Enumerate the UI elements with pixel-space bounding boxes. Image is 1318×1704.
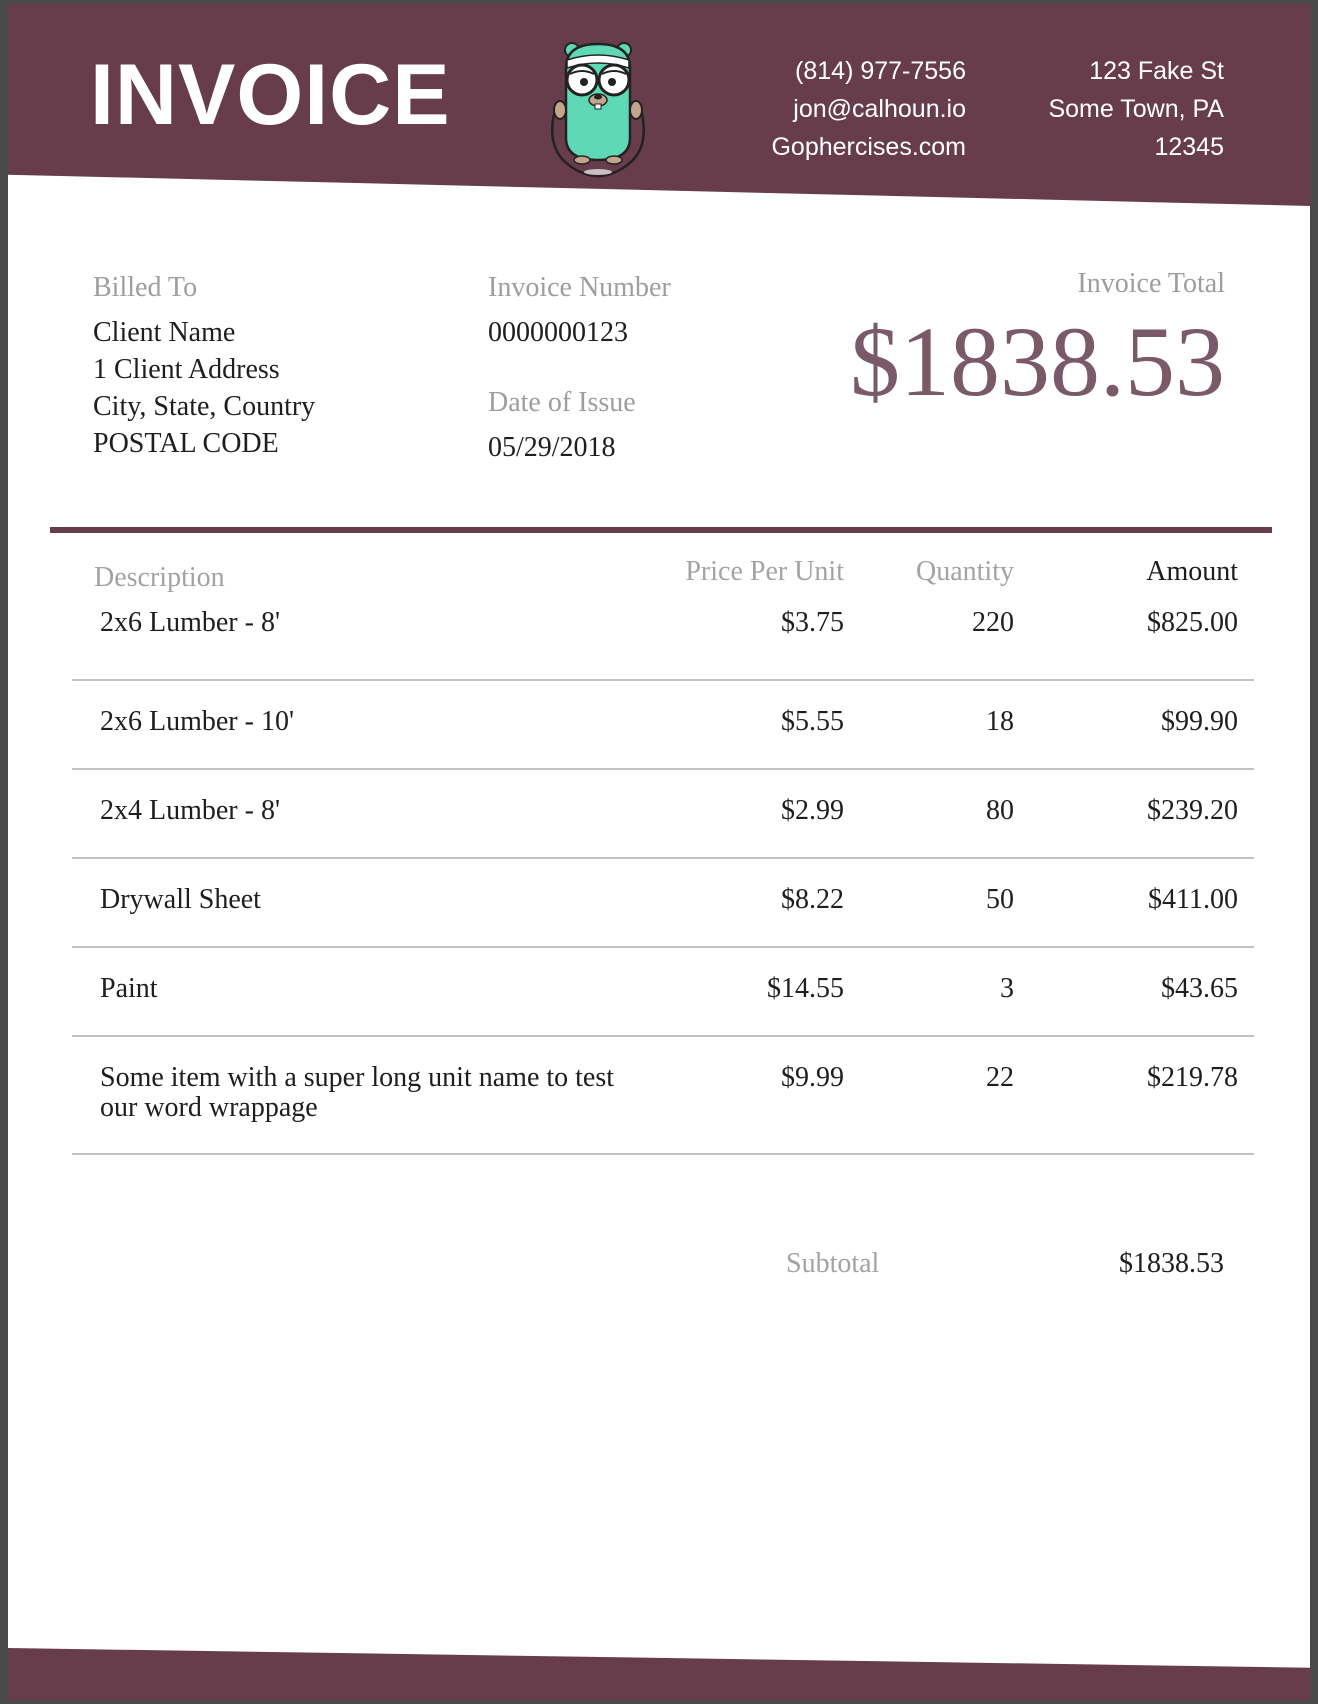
invoice-total-label: Invoice Total (1077, 268, 1225, 299)
phone-number: (814) 977-7556 (795, 57, 966, 85)
website-link[interactable]: Gophercises.com (771, 133, 966, 161)
row-amount: $411.00 (1148, 884, 1238, 915)
row-amount: $99.90 (1161, 706, 1238, 737)
row-quantity: 22 (986, 1062, 1014, 1093)
header-price-per-unit: Price Per Unit (685, 556, 844, 587)
client-address: 1 Client Address (93, 354, 280, 385)
invoice-total-amount: $1838.53 (850, 306, 1225, 417)
row-price: $2.99 (781, 795, 844, 826)
footer-band (8, 1648, 1310, 1700)
gopher-jump-rope-icon (536, 38, 660, 178)
table-row (72, 770, 1254, 859)
header-description: Description (94, 562, 225, 593)
client-postal-code: POSTAL CODE (93, 428, 279, 459)
header-quantity: Quantity (916, 556, 1014, 587)
table-row (72, 681, 1254, 770)
row-description: Drywall Sheet (100, 884, 261, 915)
table-row (72, 859, 1254, 948)
row-quantity: 80 (986, 795, 1014, 826)
date-of-issue: 05/29/2018 (488, 432, 616, 463)
section-divider (50, 527, 1272, 533)
row-price: $5.55 (781, 706, 844, 737)
subtotal-label: Subtotal (786, 1248, 880, 1279)
table-row (72, 948, 1254, 1037)
invoice-info-section (488, 274, 671, 466)
client-city: City, State, Country (93, 391, 316, 422)
email-link[interactable]: jon@calhoun.io (793, 95, 966, 123)
client-name: Client Name (93, 317, 236, 348)
subtotal-value: $1838.53 (1119, 1248, 1224, 1279)
table-row (72, 1037, 1254, 1155)
table-row (72, 608, 1254, 681)
row-quantity: 18 (986, 706, 1014, 737)
sender-address (1048, 52, 1224, 166)
row-amount: $43.65 (1161, 973, 1238, 1004)
row-price: $8.22 (781, 884, 844, 915)
address-city: Some Town, PA (1048, 95, 1224, 123)
table-header (72, 556, 1254, 608)
row-quantity: 220 (972, 607, 1014, 638)
date-of-issue-label: Date of Issue (488, 387, 636, 418)
row-description: 2x6 Lumber - 8' (100, 607, 281, 638)
row-quantity: 3 (1000, 973, 1014, 1004)
billed-to-section (93, 274, 315, 462)
row-description: Paint (100, 973, 158, 1004)
row-price: $9.99 (781, 1062, 844, 1093)
header-amount: Amount (1146, 556, 1238, 587)
invoice-title: INVOICE (90, 47, 451, 143)
row-price: $14.55 (767, 973, 844, 1004)
address-street: 123 Fake St (1089, 57, 1224, 85)
row-description: 2x6 Lumber - 10' (100, 706, 295, 737)
row-amount: $219.78 (1147, 1062, 1238, 1093)
invoice-number: 0000000123 (488, 317, 628, 348)
address-zip: 12345 (1154, 133, 1224, 161)
row-amount: $239.20 (1147, 795, 1238, 826)
row-description: Some item with a super long unit name to test our word wrappage (100, 1062, 615, 1123)
billed-to-label: Billed To (93, 272, 198, 303)
row-description: 2x4 Lumber - 8' (100, 795, 281, 826)
contact-info (771, 52, 966, 166)
row-price: $3.75 (781, 607, 844, 638)
row-quantity: 50 (986, 884, 1014, 915)
row-amount: $825.00 (1147, 607, 1238, 638)
invoice-number-label: Invoice Number (488, 272, 671, 303)
invoice-page (8, 4, 1310, 1700)
invoice-total-section (850, 268, 1225, 417)
line-items-table (72, 556, 1254, 1155)
